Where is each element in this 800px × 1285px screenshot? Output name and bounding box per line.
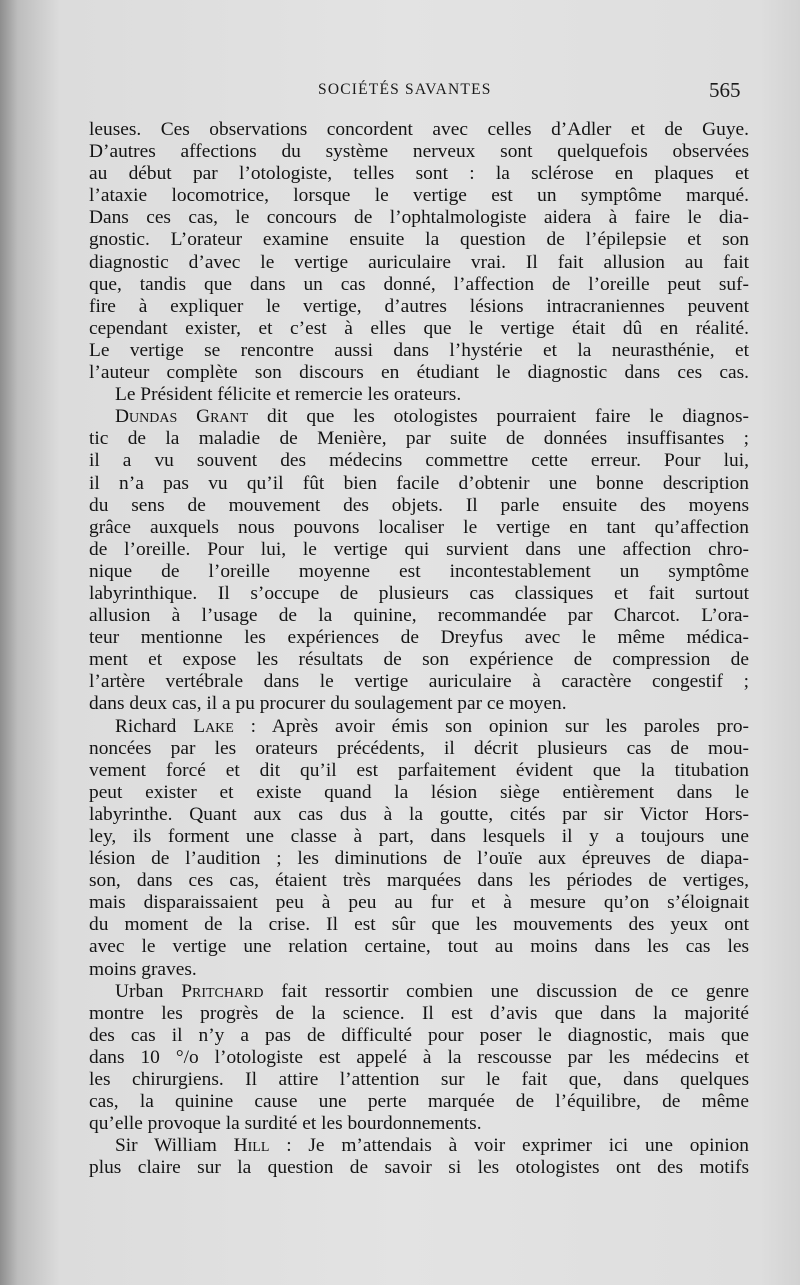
- speaker-name: Hill: [233, 1135, 270, 1157]
- text-line: avec le vertige une relation certaine, tout au moins dans les cas les: [89, 936, 749, 958]
- text-line: gnostic. L’orateur examine ensuite la question de l’épilepsie et son: [89, 229, 749, 251]
- text-line: cas, la quinine cause une perte marquée de l’équilibre, de même: [89, 1091, 749, 1113]
- text-line: tic de la maladie de Menière, par suite de données insuffisantes ;: [89, 428, 749, 450]
- text-line: qu’elle provoque la surdité et les bourdonnements.: [89, 1113, 482, 1135]
- text-line: il n’a pas vu qu’il fût bien facile d’obtenir une bonne description: [89, 472, 749, 494]
- text-line: plus claire sur la question de savoir si les otologistes ont des motifs: [89, 1157, 749, 1179]
- text-line: Le vertige se rencontre aussi dans l’hystérie et la neurasthénie, et: [89, 339, 749, 361]
- text-line: teur mentionne les expériences de Dreyfus avec le même médica-: [89, 627, 749, 649]
- text-line: lésion de l’audition ; les diminutions de l’ouïe aux épreuves de diapa-: [89, 848, 749, 870]
- text-line: montre les progrès de la science. Il est d’avis que dans la majorité: [89, 1002, 749, 1024]
- text-line: son, dans ces cas, étaient très marquées dans les périodes de vertiges,: [89, 870, 749, 892]
- text-line: nique de l’oreille moyenne est incontestablement un symptôme: [89, 560, 749, 582]
- speaker-name: Lake: [193, 715, 234, 737]
- speaker-name: Pritchard: [181, 980, 264, 1002]
- text-line: allusion à l’usage de la quinine, recommandée par Charcot. L’ora-: [89, 605, 749, 627]
- page-number: 565: [709, 78, 741, 102]
- text-line: dans deux cas, il a pu procurer du soulagement par ce moyen.: [89, 693, 567, 715]
- text-line: cependant exister, et c’est à elles que le vertige était dû en réalité.: [89, 317, 749, 339]
- text-line: moins graves.: [89, 958, 197, 980]
- text-line: Le Président félicite et remercie les orateurs.: [115, 384, 462, 406]
- text-line: Dans ces cas, le concours de l’ophtalmologiste aidera à faire le dia-: [89, 207, 749, 229]
- text-line: l’artère vertébrale dans le vertige auriculaire à caractère congestif ;: [89, 671, 749, 693]
- text-line: l’ataxie locomotrice, lorsque le vertige est un symptôme marqué.: [89, 185, 749, 207]
- text-line: fire à expliquer le vertige, d’autres lésions intracraniennes peuvent: [89, 295, 749, 317]
- text-line: peut exister et existe quand la lésion siège entièrement dans le: [89, 781, 749, 803]
- text-line: de l’oreille. Pour lui, le vertige qui survient dans une affection chro-: [89, 538, 749, 560]
- page-header: [0, 78, 800, 104]
- text-line: leuses. Ces observations concordent avec celles d’Adler et de Guye.: [89, 119, 749, 140]
- text-line: ley, ils forment une classe à part, dans lesquels il y a toujours une: [89, 826, 749, 847]
- text-line: l’auteur complète son discours en étudiant le diagnostic dans ces cas.: [89, 362, 749, 384]
- text-line: des cas il n’y a pas de difficulté pour poser le diagnostic, mais que: [89, 1024, 749, 1046]
- text-line: diagnostic d’avec le vertige auriculaire vrai. Il fait allusion au fait: [89, 251, 749, 273]
- text-line: du sens de mouvement des objets. Il parle ensuite des moyens: [89, 494, 749, 516]
- text-line: ment et expose les résultats de son expérience de compression de: [89, 649, 749, 671]
- body-text: [89, 119, 749, 1180]
- text-line: D’autres affections du système nerveux sont quelquefois observées: [89, 141, 749, 163]
- text-line: labyrinthe. Quant aux cas dus à la goutte, cités par sir Victor Hors-: [89, 803, 749, 825]
- running-head: SOCIÉTÉS SAVANTES: [318, 81, 492, 98]
- text-line: les chirurgiens. Il attire l’attention sur le fait que, dans quelques: [89, 1069, 749, 1091]
- text-line: labyrinthique. Il s’occupe de plusieurs cas classiques et fait surtout: [89, 582, 749, 604]
- text-line: du moment de la crise. Il est sûr que les mouvements des yeux ont: [89, 914, 749, 936]
- text-line: Richard Lake : Après avoir émis son opinion sur les paroles pro-: [115, 715, 749, 737]
- text-line: noncées par les orateurs précédents, il décrit plusieurs cas de mou-: [89, 737, 749, 759]
- text-line: vement forcé et dit qu’il est parfaitement évident que la titubation: [89, 759, 749, 781]
- text-line: mais disparaissaient peu à peu au fur et à mesure qu’on s’éloignait: [89, 892, 749, 914]
- text-line: que, tandis que dans un cas donné, l’affection de l’oreille peut suf-: [89, 273, 749, 295]
- text-line: Urban Pritchard fait ressortir combien une discussion de ce genre: [115, 980, 749, 1002]
- text-line: au début par l’otologiste, telles sont : la sclérose en plaques et: [89, 163, 749, 185]
- text-line: dans 10 °/o l’otologiste est appelé à la rescousse par les médecins et: [89, 1046, 749, 1068]
- text-line: Dundas Grant dit que les otologistes pourraient faire le diagnos-: [115, 406, 749, 428]
- text-line: grâce auxquels nous pouvons localiser le vertige en tant qu’affection: [89, 516, 749, 538]
- text-line: il a vu souvent des médecins commettre cette erreur. Pour lui,: [89, 450, 749, 472]
- text-line: Sir William Hill : Je m’attendais à voir exprimer ici une opinion: [115, 1135, 749, 1157]
- speaker-name: Dundas Grant: [115, 406, 249, 428]
